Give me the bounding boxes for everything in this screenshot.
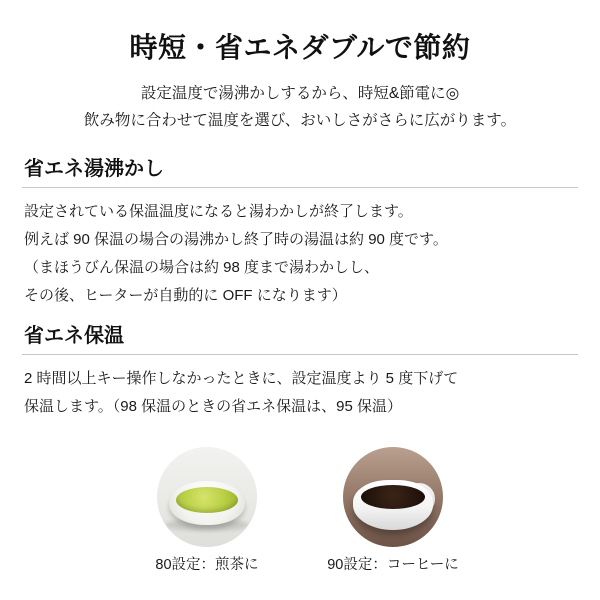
green-tea-liquid [176, 487, 238, 513]
coffee-cup-icon [353, 480, 433, 530]
section-heading-energy-saving-boil: 省エネ湯沸かし [24, 158, 164, 181]
photo-item-green-tea [137, 447, 277, 574]
body-line: 例えば 90 保温の場合の湯沸かし終了時の湯温は約 90 度です。 [24, 231, 448, 248]
body-line: （まほうびん保温の場合は約 98 度まで湯わかしし、 [24, 258, 380, 276]
photo-caption: 90設定：コーヒーに [327, 557, 459, 573]
coffee-liquid [361, 485, 425, 509]
photo-caption: 80設定：煎茶に [155, 557, 259, 573]
lead-paragraph [22, 80, 578, 134]
section-divider [22, 187, 578, 188]
body-line: その後、ヒーターが自動的に OFF になります） [24, 286, 347, 304]
lead-line-2: 飲み物に合わせて温度を選び、おいしさがさらに広がります。 [83, 112, 517, 130]
body-line: 保温します。（98 保温のときの省エネ保温は、95 保温） [24, 398, 403, 415]
section-heading-energy-saving-keep-warm: 省エネ保温 [24, 325, 124, 348]
section-energy-saving-keep-warm [22, 319, 578, 421]
body-line: 2 時間以上キー操作しなかったときに、設定温度より 5 度下げて [24, 370, 459, 388]
green-tea-cup-photo [157, 447, 257, 547]
section-energy-saving-boil [22, 152, 578, 309]
section-body-energy-saving-keep-warm [24, 365, 578, 421]
page-title: 時短・省エネダブルで節約 [129, 32, 471, 63]
section-divider [22, 354, 578, 355]
tea-cup-icon [169, 481, 245, 525]
lead-line-1: 設定温度で湯沸かしするから、時短&節電に◎ [140, 85, 460, 102]
photo-row [0, 447, 600, 574]
body-line: 設定されている保温温度になると湯わかしが終了します。 [24, 203, 413, 221]
section-body-energy-saving-boil [24, 198, 578, 309]
coffee-cup-photo [343, 447, 443, 547]
photo-item-coffee [323, 447, 463, 574]
